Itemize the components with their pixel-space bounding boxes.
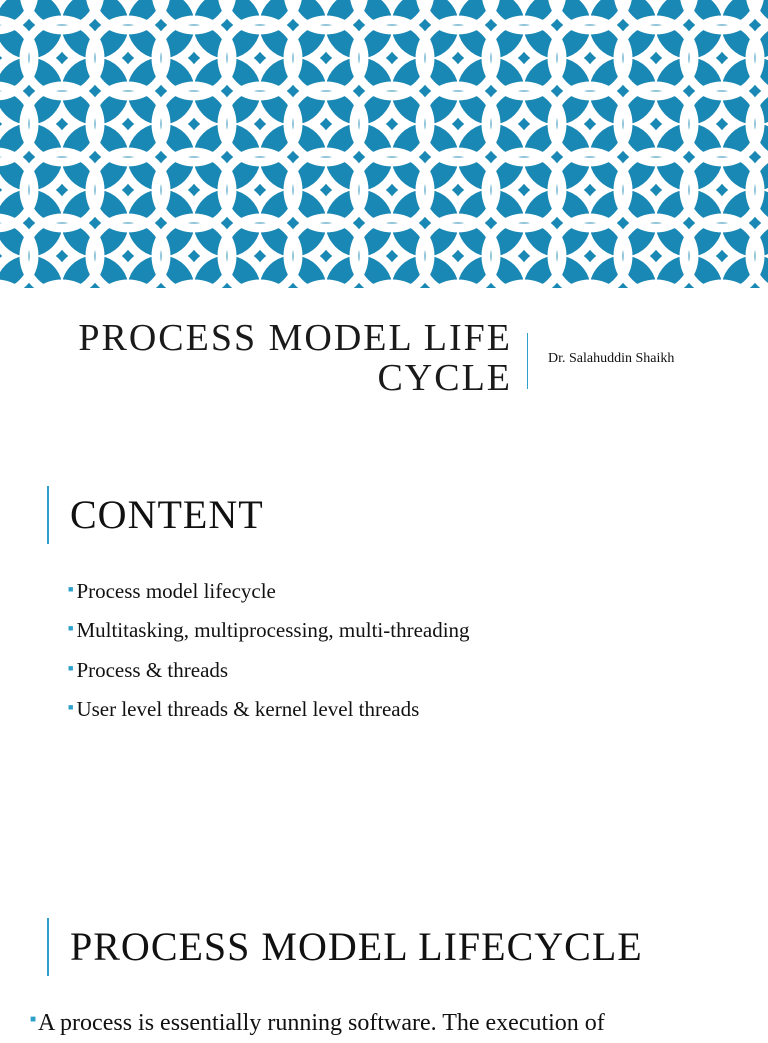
square-bullet-icon: ■ bbox=[30, 1014, 37, 1025]
paragraph-text: A process is essentially running software. The execution of bbox=[38, 1010, 605, 1036]
list-item bbox=[68, 613, 470, 652]
square-bullet-icon: ■ bbox=[68, 701, 74, 712]
section-accent-bar bbox=[47, 486, 49, 544]
list-item-text: User level threads & kernel level threads bbox=[76, 696, 420, 721]
list-item bbox=[68, 692, 470, 731]
lifecycle-paragraph bbox=[30, 1008, 750, 1043]
list-item bbox=[68, 653, 470, 692]
content-bullet-list bbox=[68, 574, 470, 731]
slide-title-line-1: PROCESS MODEL LIFE bbox=[78, 317, 512, 359]
slide-title bbox=[32, 318, 512, 398]
section-accent-bar bbox=[47, 918, 49, 976]
lifecycle-heading: PROCESS MODEL LIFECYCLE bbox=[70, 924, 643, 969]
list-item-text: Process model lifecycle bbox=[76, 579, 276, 603]
content-heading: CONTENT bbox=[70, 492, 264, 537]
list-item bbox=[68, 574, 470, 613]
title-slide bbox=[0, 313, 768, 403]
list-item-text: Multitasking, multiprocessing, multi-threading bbox=[76, 618, 470, 643]
square-bullet-icon: ■ bbox=[68, 623, 74, 634]
square-bullet-icon: ■ bbox=[68, 662, 74, 673]
slide-title-line-2: CYCLE bbox=[377, 357, 512, 399]
square-bullet-icon: ■ bbox=[68, 584, 74, 594]
list-item-text: Process & threads bbox=[76, 657, 229, 682]
title-divider bbox=[527, 333, 528, 389]
author-name: Dr. Salahuddin Shaikh bbox=[548, 351, 675, 366]
decorative-banner-pattern bbox=[0, 0, 768, 288]
